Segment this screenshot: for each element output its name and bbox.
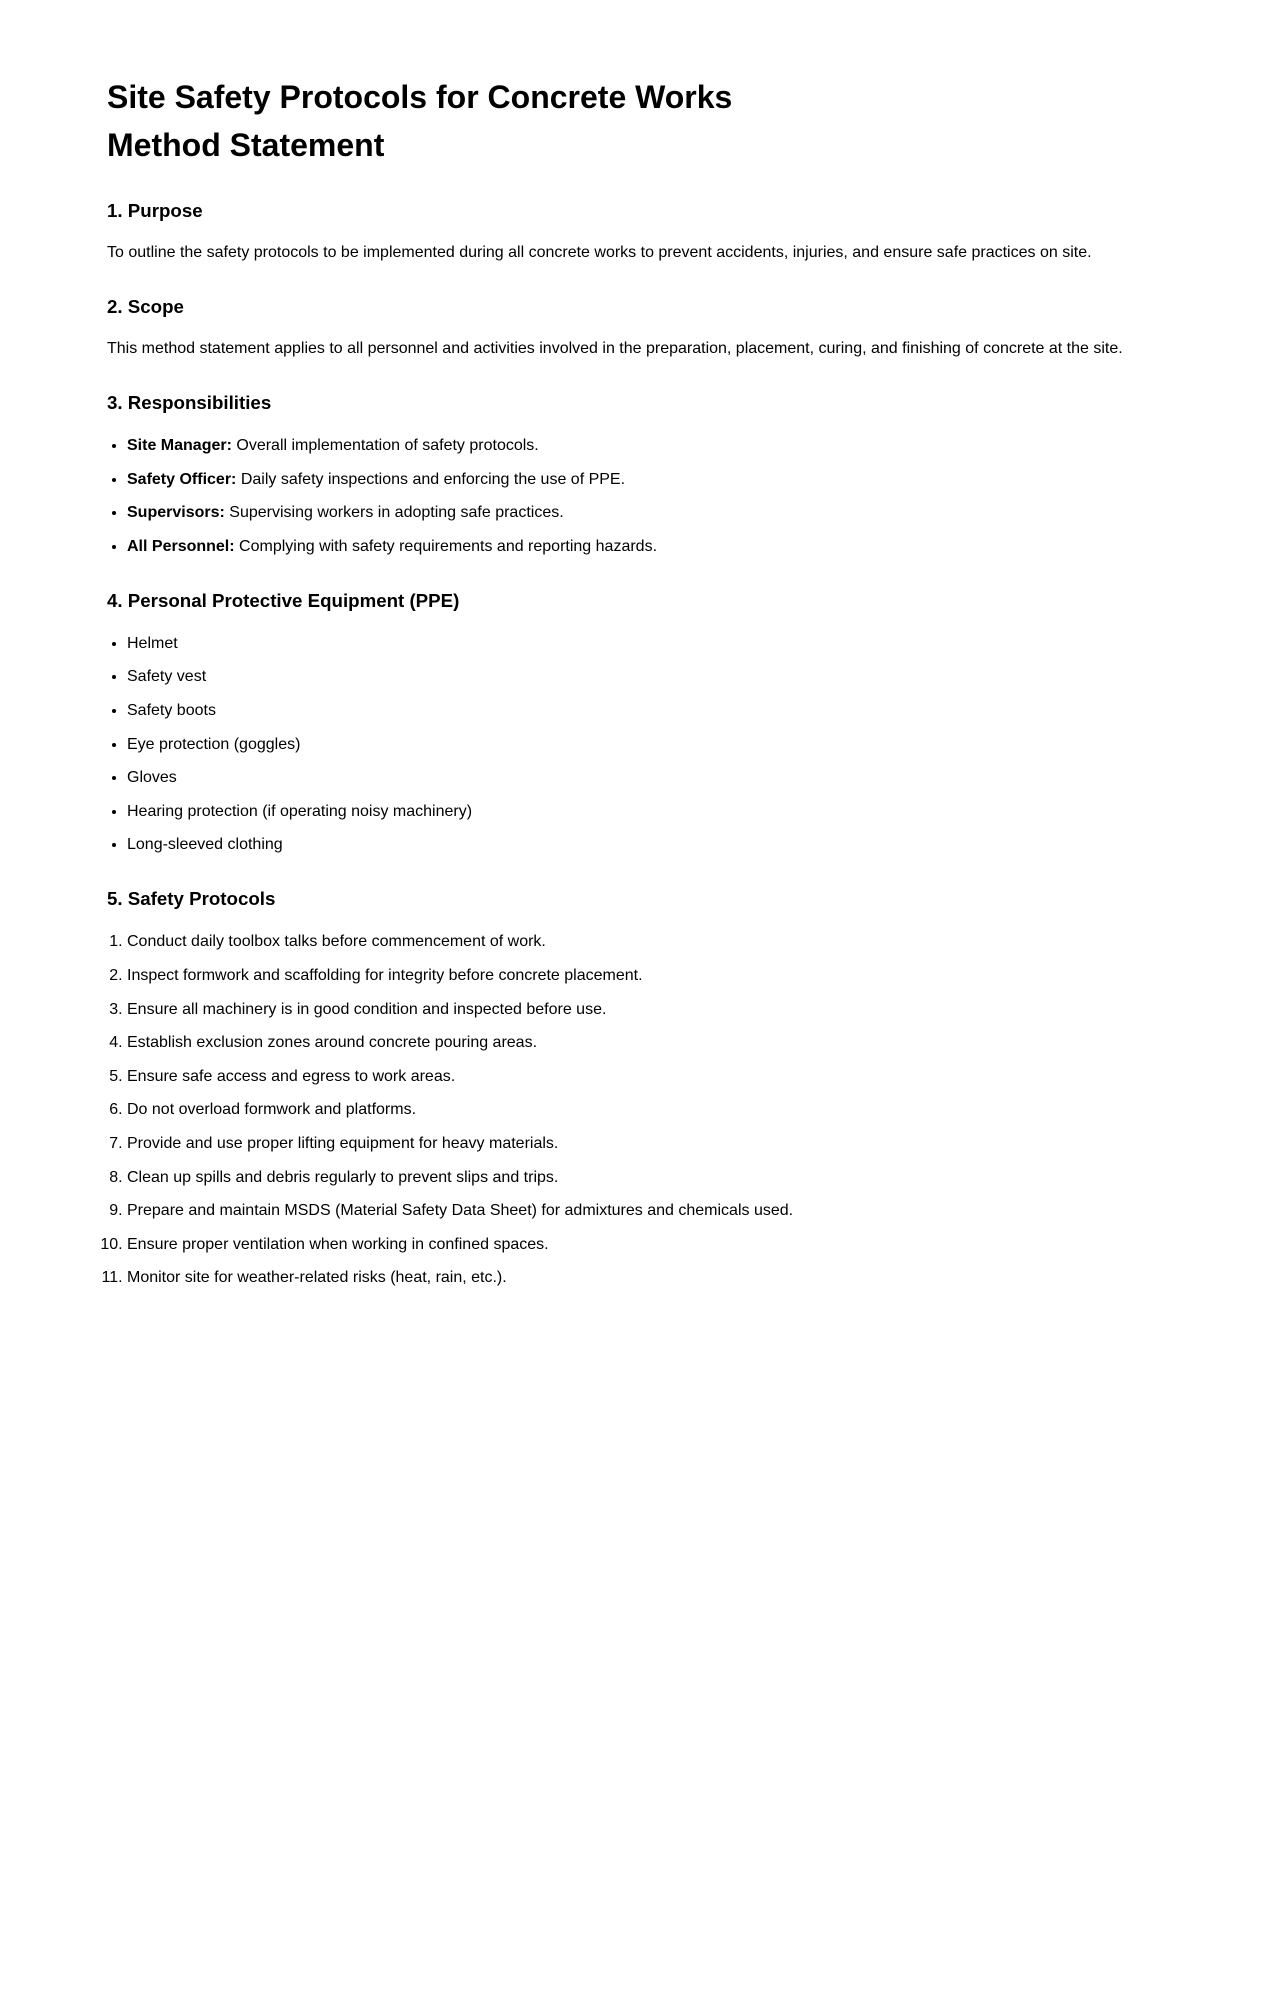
list-item: • Long-sleeved clothing bbox=[127, 833, 1156, 857]
list-item: 5. Ensure safe access and egress to work areas. bbox=[127, 1065, 1156, 1089]
role-label: Supervisors: bbox=[127, 504, 225, 522]
responsibilities-list bbox=[107, 434, 1156, 559]
list-item bbox=[127, 434, 1156, 458]
role-duty: Daily safety inspections and enforcing the use of PPE. bbox=[240, 470, 626, 488]
role-label: All Personnel: bbox=[127, 537, 235, 555]
section-heading-scope: 2. Scope bbox=[107, 296, 184, 317]
ppe-list bbox=[107, 632, 1156, 858]
section-heading-safety-protocols: 5. Safety Protocols bbox=[107, 888, 276, 910]
list-item bbox=[127, 535, 1156, 559]
section-heading-responsibilities: 3. Responsibilities bbox=[107, 392, 272, 413]
document-title bbox=[107, 73, 1156, 169]
section-safety-protocols bbox=[107, 885, 1156, 1290]
section-purpose bbox=[107, 197, 1156, 265]
purpose-text: To outline the safety protocols to be implemented during all concrete works to prevent accidents, injuries, and ensure safe practices on site. bbox=[107, 244, 1092, 261]
list-item: • Safety boots bbox=[127, 699, 1156, 723]
section-responsibilities bbox=[107, 389, 1156, 559]
section-heading-purpose: 1. Purpose bbox=[107, 200, 203, 221]
section-heading-ppe: 4. Personal Protective Equipment (PPE) bbox=[107, 589, 460, 611]
list-item: 1. Conduct daily toolbox talks before commencement of work. bbox=[127, 930, 1156, 954]
list-item: 4. Establish exclusion zones around concrete pouring areas. bbox=[127, 1031, 1156, 1055]
role-label: Site Manager: bbox=[127, 437, 232, 454]
list-item: 2. Inspect formwork and scaffolding for integrity before concrete placement. bbox=[127, 964, 1156, 988]
list-item: 11. Monitor site for weather-related risks (heat, rain, etc.). bbox=[127, 1266, 1156, 1290]
list-item: 9. Prepare and maintain MSDS (Material Safety Data Sheet) for admixtures and chemicals used. bbox=[127, 1199, 1156, 1223]
section-scope bbox=[107, 293, 1156, 361]
role-duty: Complying with safety requirements and reporting hazards. bbox=[239, 537, 658, 555]
scope-text: This method statement applies to all personnel and activities involved in the preparation, placement, curing, and finishing of concrete at the site. bbox=[107, 340, 1123, 357]
title-line-2: Method Statement bbox=[107, 127, 385, 163]
list-item: • Eye protection (goggles) bbox=[127, 733, 1156, 757]
list-item: • Hearing protection (if operating noisy machinery) bbox=[127, 800, 1156, 824]
role-duty: Overall implementation of safety protocols. bbox=[236, 437, 539, 454]
role-duty: Supervising workers in adopting safe practices. bbox=[229, 504, 564, 522]
list-item bbox=[127, 501, 1156, 525]
list-item bbox=[127, 468, 1156, 492]
list-item: 6. Do not overload formwork and platforms. bbox=[127, 1098, 1156, 1122]
list-item: • Safety vest bbox=[127, 665, 1156, 689]
title-line-1: Site Safety Protocols for Concrete Works bbox=[107, 79, 733, 115]
list-item: 10. Ensure proper ventilation when working in confined spaces. bbox=[127, 1233, 1156, 1257]
list-item: 7. Provide and use proper lifting equipment for heavy materials. bbox=[127, 1132, 1156, 1156]
list-item: 8. Clean up spills and debris regularly to prevent slips and trips. bbox=[127, 1166, 1156, 1190]
role-label: Safety Officer: bbox=[127, 470, 237, 488]
list-item: • Helmet bbox=[127, 632, 1156, 656]
safety-protocols-list bbox=[107, 930, 1156, 1290]
list-item: • Gloves bbox=[127, 766, 1156, 790]
list-item: 3. Ensure all machinery is in good condition and inspected before use. bbox=[127, 998, 1156, 1022]
section-ppe bbox=[107, 587, 1156, 858]
